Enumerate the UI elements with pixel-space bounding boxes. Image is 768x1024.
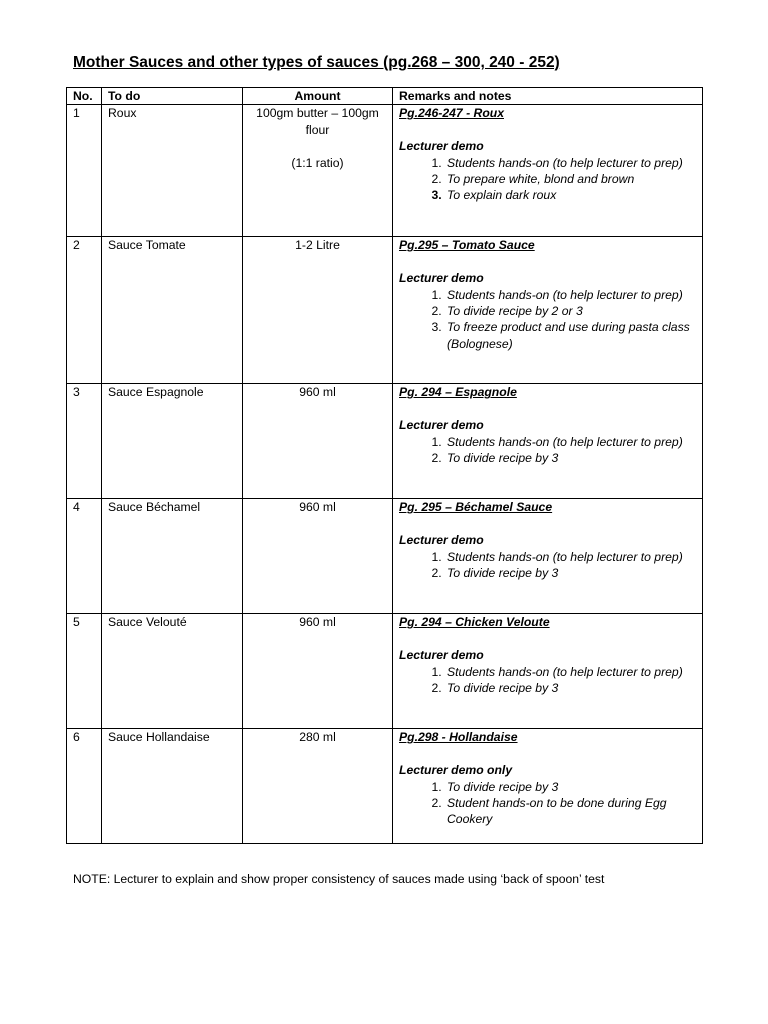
notes-list: [399, 549, 696, 582]
row-remarks: [393, 499, 703, 614]
header-no: No.: [67, 88, 102, 105]
demo-label: Lecturer demo only: [399, 763, 513, 778]
page-reference: Pg.298 - Hollandaise: [399, 730, 518, 745]
row-amount: 1-2 Litre: [243, 237, 393, 384]
list-item: 3. To explain dark roux: [445, 187, 696, 203]
notes-list: [399, 155, 696, 204]
header-remarks: Remarks and notes: [393, 88, 703, 105]
header-amount: Amount: [243, 88, 393, 105]
page-reference: Pg. 294 – Espagnole: [399, 385, 517, 400]
table-row: [67, 237, 703, 384]
row-todo: Sauce Hollandaise: [102, 729, 243, 844]
footer-note: NOTE: Lecturer to explain and show proper consistency of sauces made using ‘back of spoon’ test: [73, 872, 605, 886]
list-item: 2. To prepare white, blond and brown: [445, 171, 696, 187]
row-amount: 960 ml: [243, 384, 393, 499]
list-item: 2. To divide recipe by 3: [445, 450, 696, 466]
demo-label: Lecturer demo: [399, 418, 484, 433]
list-item: 1. Students hands-on (to help lecturer to prep): [445, 155, 696, 171]
list-item: 1. Students hands-on (to help lecturer to prep): [445, 434, 696, 450]
row-number: 1: [67, 105, 102, 237]
header-todo: To do: [102, 88, 243, 105]
table-row: [67, 384, 703, 499]
row-number: 4: [67, 499, 102, 614]
list-item: 2. To divide recipe by 2 or 3: [445, 303, 696, 319]
demo-label: Lecturer demo: [399, 648, 484, 663]
list-item: 2. To divide recipe by 3: [445, 680, 696, 696]
row-remarks: [393, 105, 703, 237]
list-item: 2. To divide recipe by 3: [445, 565, 696, 581]
page-reference: Pg. 295 – Béchamel Sauce: [399, 500, 553, 515]
list-item: 3. To freeze product and use during pasta class (Bolognese): [445, 319, 696, 352]
notes-list: [399, 779, 696, 828]
table-row: [67, 105, 703, 237]
table-header-row: [67, 88, 703, 105]
row-number: 5: [67, 614, 102, 729]
notes-list: [399, 434, 696, 467]
row-remarks: [393, 729, 703, 844]
row-amount-ratio: (1:1 ratio): [291, 155, 344, 170]
row-todo: Sauce Tomate: [102, 237, 243, 384]
row-amount: 960 ml: [243, 499, 393, 614]
list-item: 1. Students hands-on (to help lecturer to prep): [445, 664, 696, 680]
page-title: Mother Sauces and other types of sauces (pg.268 – 300, 240 - 252): [73, 54, 560, 71]
page-reference: Pg.295 – Tomato Sauce: [399, 238, 535, 253]
list-item: 2. Student hands-on to be done during Egg Cookery: [445, 795, 696, 828]
page-reference: Pg.246-247 - Roux: [399, 106, 504, 121]
row-remarks: [393, 384, 703, 499]
demo-label: Lecturer demo: [399, 271, 484, 286]
list-item: 1. To divide recipe by 3: [445, 779, 696, 795]
list-item: 1. Students hands-on (to help lecturer to prep): [445, 549, 696, 565]
row-amount-cell: [243, 105, 393, 237]
notes-list: [399, 287, 696, 353]
row-todo: Sauce Béchamel: [102, 499, 243, 614]
row-number: 6: [67, 729, 102, 844]
row-remarks: [393, 614, 703, 729]
demo-label: Lecturer demo: [399, 139, 484, 154]
row-remarks: [393, 237, 703, 384]
row-todo: Sauce Velouté: [102, 614, 243, 729]
sauces-table: [66, 87, 703, 844]
demo-label: Lecturer demo: [399, 533, 484, 548]
list-item: 1. Students hands-on (to help lecturer to prep): [445, 287, 696, 303]
row-todo: Roux: [102, 105, 243, 237]
row-amount: 100gm butter – 100gm flour: [256, 106, 379, 137]
table-row: [67, 614, 703, 729]
row-todo: Sauce Espagnole: [102, 384, 243, 499]
row-number: 3: [67, 384, 102, 499]
row-amount: 280 ml: [243, 729, 393, 844]
row-amount: 960 ml: [243, 614, 393, 729]
table-row: [67, 499, 703, 614]
notes-list: [399, 664, 696, 697]
page-reference: Pg. 294 – Chicken Veloute: [399, 615, 550, 630]
row-number: 2: [67, 237, 102, 384]
table-row: [67, 729, 703, 844]
